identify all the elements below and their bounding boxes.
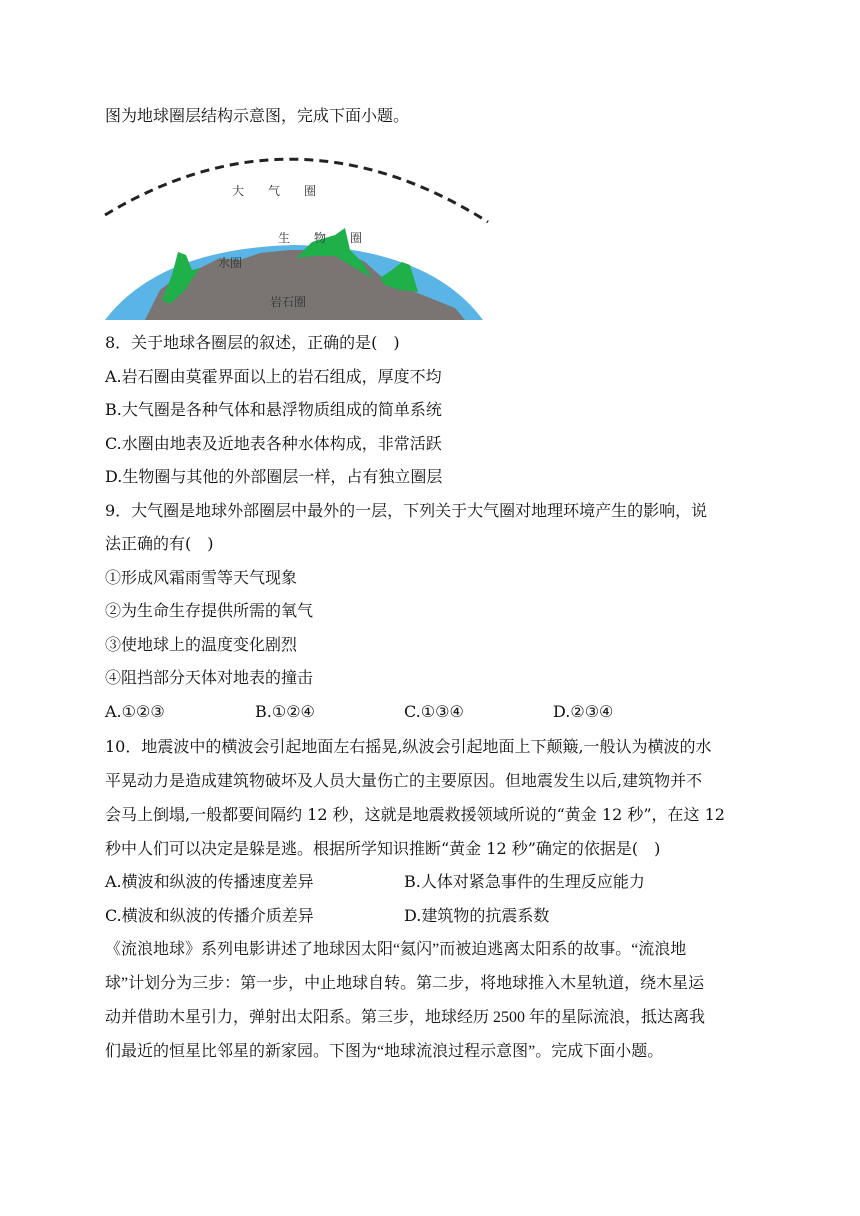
q9-item-2: ②为生命生存提供所需的氧气 [105,601,314,620]
lithosphere-label: 岩石圈 [270,295,307,309]
q10-stem-line2: 平晃动力是造成建筑物破坏及人员大量伤亡的主要原因。但地震发生以后,建筑物并不 [105,771,703,790]
passage-line2: 球”计划分为三步：第一步，中止地球自转。第二步，将地球推入木星轨道，绕木星运 [105,975,705,992]
q10-option-c: C.横波和纵波的传播介质差异 [105,906,314,925]
q10-option-a: A.横波和纵波的传播速度差异 [105,872,314,891]
q10-option-d: D.建筑物的抗震系数 [404,906,550,925]
earth-spheres-diagram [100,140,490,322]
q9-item-1: ①形成风霜雨雪等天气现象 [105,568,298,587]
q9-item-4: ④阻挡部分天体对地表的撞击 [105,668,314,687]
q10-stem-line4: 秒中人们可以决定是躲是逃。根据所学知识推断“黄金 12 秒”确定的依据是( ) [105,839,661,858]
passage-line3: 动并借助木星引力，弹射出太阳系。第三步，地球经历 2500 年的星际流浪，抵达离我 [105,1009,706,1026]
hydrosphere-label: 水圈 [218,256,243,270]
q8-option-d: D.生物圈与其他的外部圈层一样，占有独立圈层 [105,467,443,486]
q8-option-c: C.水圈由地表及近地表各种水体构成，非常活跃 [105,434,442,453]
passage-line4: 们最近的恒星比邻星的新家园。下图为“地球流浪过程示意图”。完成下面小题。 [105,1043,664,1060]
q9-item-3: ③使地球上的温度变化剧烈 [105,635,298,654]
biosphere-label: 生 物 圈 [278,231,363,245]
q10-stem-line3: 会马上倒塌,一般都要间隔约 12 秒，这就是地震救援领域所说的“黄金 12 秒”，在这 12 [105,805,725,824]
q10-stem-line1: 10．地震波中的横波会引起地面左右摇晃,纵波会引起地面上下颠簸,一般认为横波的水 [105,737,712,756]
passage-line1: 《流浪地球》系列电影讲述了地球因太阳“氦闪”而被迫逃离太阳系的故事。“流浪地 [105,941,687,958]
q10-option-b: B.人体对紧急事件的生理反应能力 [404,872,645,891]
q8-option-a: A.岩石圈由莫霍界面以上的岩石组成，厚度不均 [105,367,442,386]
q9-option-b: B.①②④ [255,702,315,721]
intro-text: 图为地球圈层结构示意图，完成下面小题。 [105,106,410,125]
atmosphere-label: 大 气 圈 [232,184,317,198]
q8-option-b: B.大气圈是各种气体和悬浮物质组成的简单系统 [105,400,442,419]
q9-stem-line2: 法正确的有( ) [105,534,214,553]
q9-option-a: A.①②③ [105,702,165,721]
q9-stem-line1: 9．大气圈是地球外部圈层中最外的一层，下列关于大气圈对地理环境产生的影响，说 [105,501,708,520]
q8-stem: 8．关于地球各圈层的叙述，正确的是( ) [105,333,400,352]
q9-option-c: C.①③④ [404,702,464,721]
q9-option-d: D.②③④ [553,702,614,721]
